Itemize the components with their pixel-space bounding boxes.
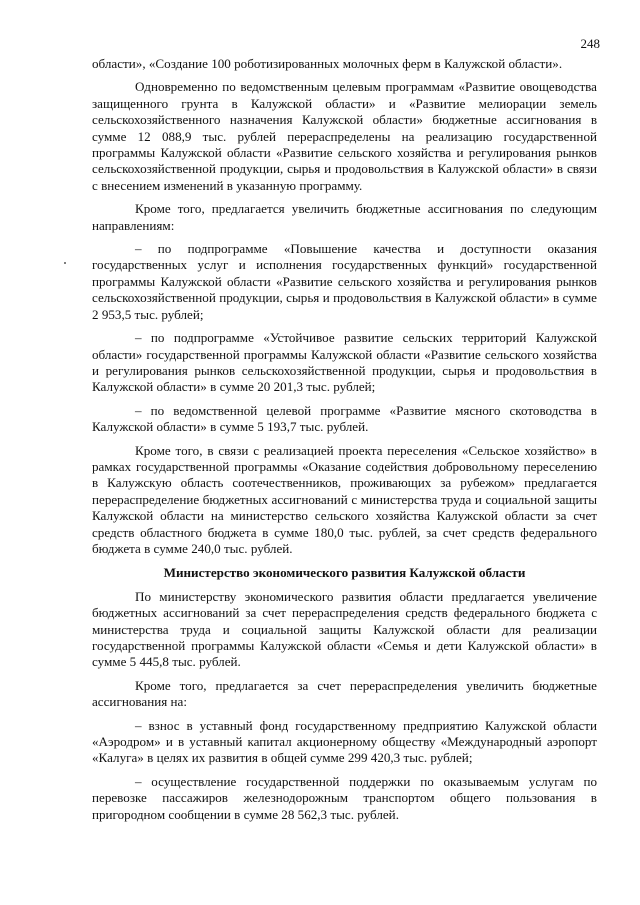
paragraph-economic-ministry: По министерству экономического развития области предлагается увеличение бюджетных ассигнований за счет перераспределения средств федерального бюджета с министерства труда и социальной защиты Калужской области для реализации государственной программы Калужской области «Семья и дети Калужской области» в сумме 5 445,8 тыс. рублей. <box>92 588 597 670</box>
margin-mark <box>64 262 66 264</box>
list-item-airport: – взнос в уставный фонд государственному предприятию Калужской области «Аэродром» и в уставный капитал акционерному обществу «Международный аэропорт «Калуга» в целях их развития в общей сумме 299 420,3 тыс. рублей; <box>92 717 597 766</box>
list-item-meat-cattle: – по ведомственной целевой программе «Развитие мясного скотоводства в Калужской области» в сумме 5 193,7 тыс. рублей. <box>92 402 597 435</box>
paragraph-continuation: области», «Создание 100 роботизированных молочных ферм в Калужской области». <box>92 56 563 71</box>
paragraph-reallocation: Одновременно по ведомственным целевым программам «Развитие овощеводства защищенного грунта в Калужской области» и «Развитие мелиорации земель сельскохозяйственного назначения Калужской области» бюджетные ассигнования в сумме 12 088,9 тыс. рублей перераспределены на реализацию государственной программы Калужской области «Развитие сельского хозяйства и регулирования рынков сельскохозяйственной продукции, сырья и продовольствия в Калужской области» в связи с внесением изменений в указанную программу. <box>92 79 597 193</box>
list-item-subprogram-services: – по подпрограмме «Повышение качества и доступности оказания государственных услуг и исполнения государственных функций» государственной программы Калужской области «Развитие сельского хозяйства и регулирования рынков сельскохозяйственной продукции, сырья и продовольствия в Калужской области» в сумме 2 953,5 тыс. рублей; <box>92 241 597 322</box>
list-item-subprogram-rural: – по подпрограмме «Устойчивое развитие сельских территорий Калужской области» государственной программы Калужской области «Развитие сельского хозяйства и регулирования рынков сельскохозяйственной продукции, сырья и продовольствия в Калужской области» в сумме 20 201,3 тыс. рублей; <box>92 330 597 395</box>
paragraph-increase-intro: Кроме того, предлагается увеличить бюджетные ассигнования по следующим направлениям: <box>92 201 597 233</box>
page-number: 248 <box>580 36 600 51</box>
section-heading: Министерство экономического развития Калужской области <box>163 565 526 581</box>
document-body <box>92 56 597 830</box>
paragraph-resettlement: Кроме того, в связи с реализацией проекта переселения «Сельское хозяйство» в рамках государственной программы «Оказание содействия добровольному переселению в Калужскую область соотечественников, проживающих за рубежом» предлагается перераспределение бюджетных ассигнований с министерства труда и социальной защиты Калужской области на министерство сельского хозяйства Калужской области за счет средств областного бюджета в сумме 180,0 тыс. рублей, за счет средств федерального бюджета в сумме 240,0 тыс. рублей. <box>92 442 597 556</box>
paragraph-increase-intro-2: Кроме того, предлагается за счет перераспределения увеличить бюджетные ассигнования на: <box>92 677 597 710</box>
list-item-rail-support: – осуществление государственной поддержки по оказываемым услугам по перевозке пассажиров железнодорожным транспортом общего пользования в пригородном сообщении в сумме 28 562,3 тыс. рублей. <box>92 773 597 822</box>
